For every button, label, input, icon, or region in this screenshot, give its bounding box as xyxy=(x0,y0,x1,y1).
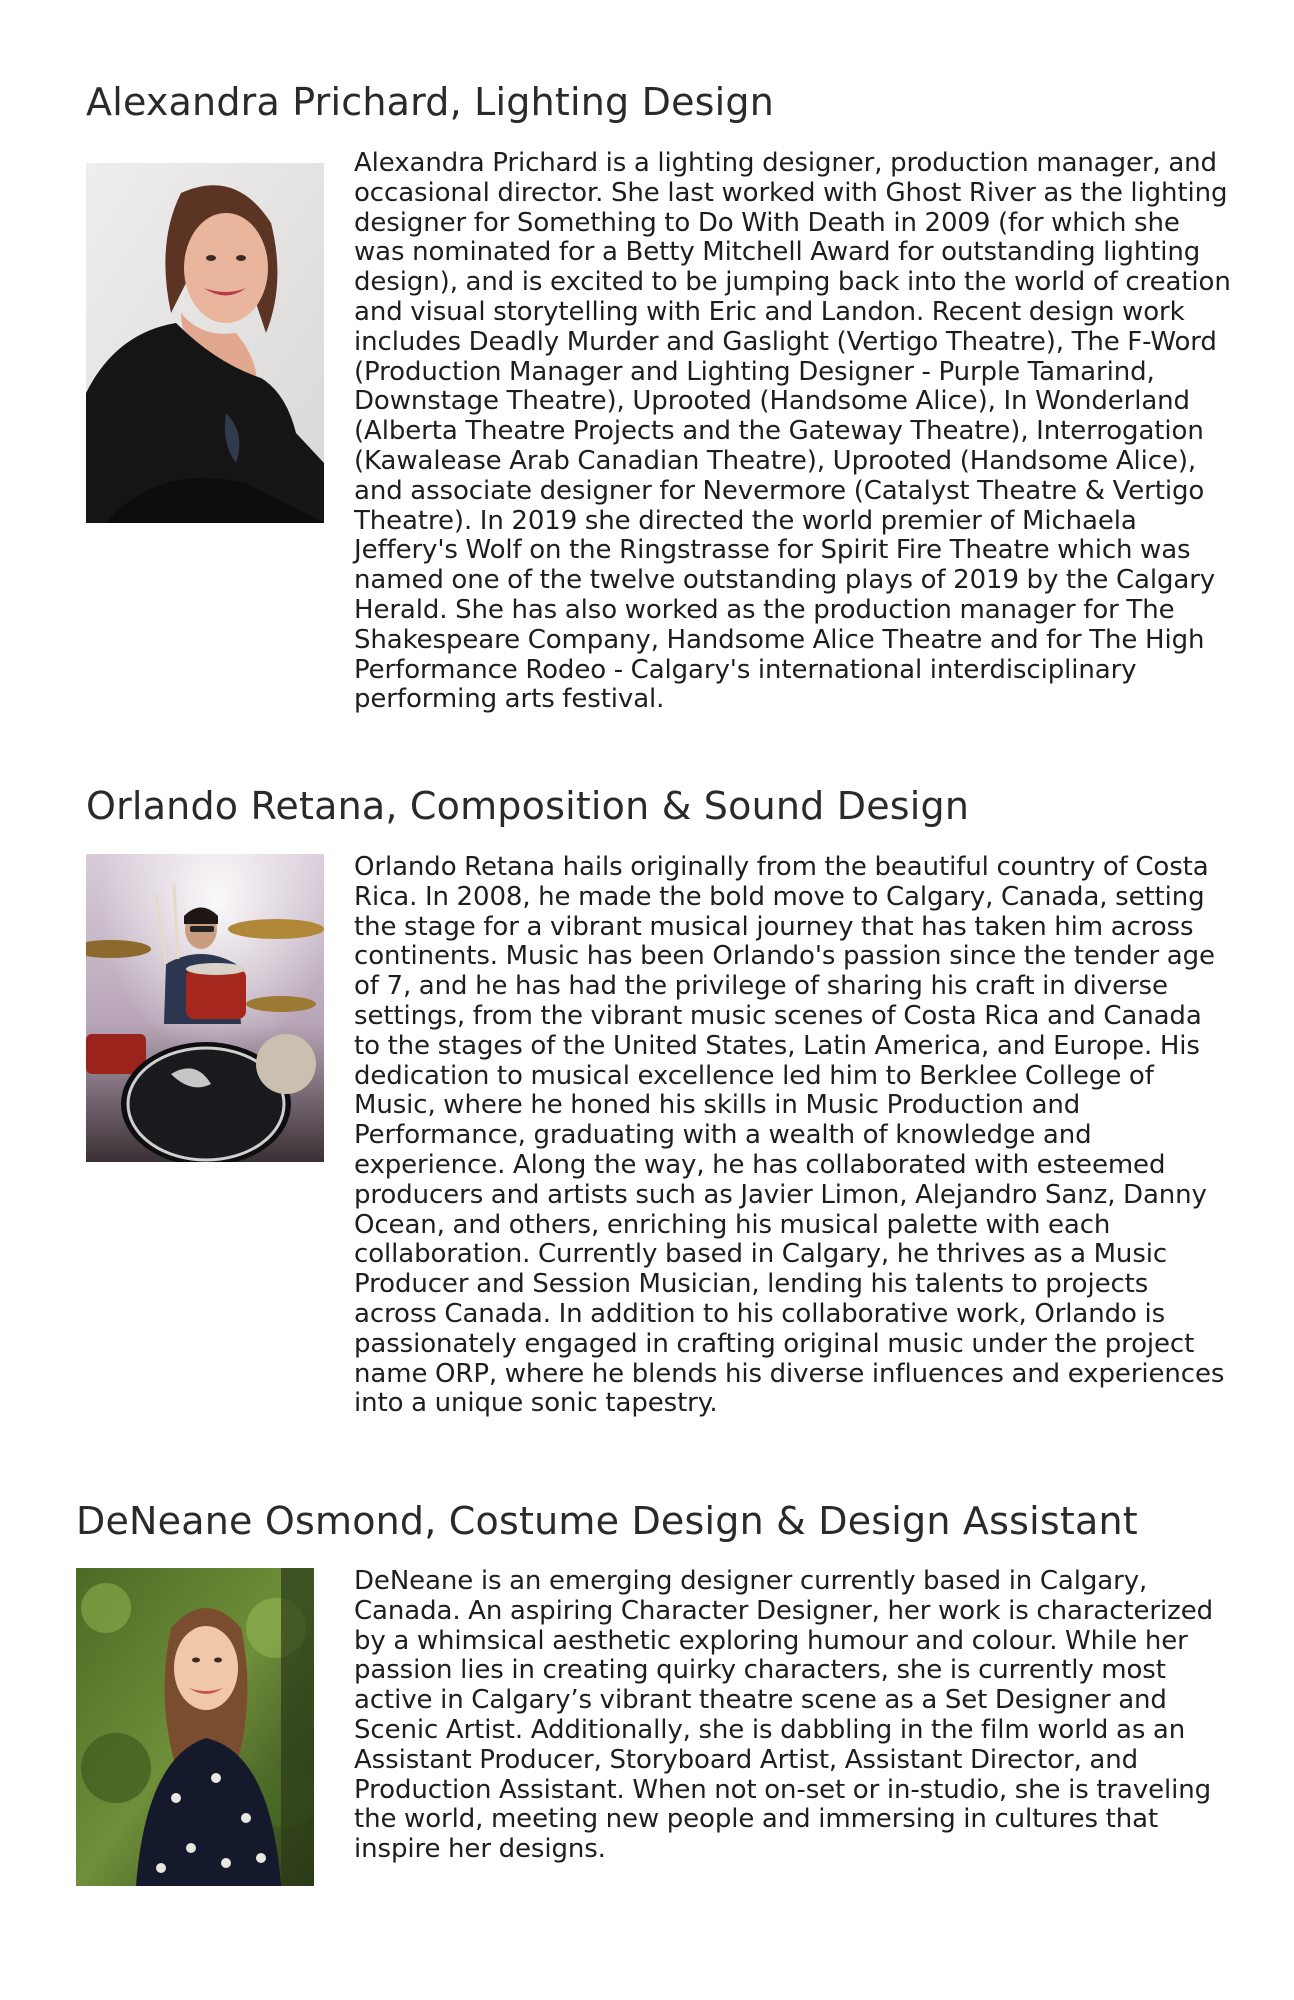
bio-heading-alexandra: Alexandra Prichard, Lighting Design xyxy=(86,80,775,124)
photo-orlando-drums xyxy=(86,854,324,1162)
bio-text-deneane: DeNeane is an emerging designer currently based in Calgary, Canada. An aspiring Character Designer, her work is characterized by a whimsical aesthetic exploring humour and colour. While her passion lies in creating quirky characters, she is currently most active in Calgary’s vibrant theatre scene as a Set Designer and Scenic Artist. Additionally, she is dabbling in the film world as an Assistant Producer, Storyboard Artist, Assistant Director, and Production Assistant. When not on-set or in-studio, she is traveling the world, meeting new people and immersing in cultures that inspire her designs. xyxy=(354,1566,1213,1865)
headshot-alexandra xyxy=(86,163,324,523)
portrait-deneane xyxy=(76,1568,314,1886)
bio-text-alexandra: Alexandra Prichard is a lighting designer, production manager, and occasional director. She last worked with Ghost River as the lighting designer for Something to Do With Death in 2009 (for which she was nominated for a Betty Mitchell Award for outstanding lighting design), and is excited to be jumping back into the world of creation and visual storytelling with Eric and Landon. Recent design work includes Deadly Murder and Gaslight (Vertigo Theatre), The F-Word (Production Manager and Lighting Designer - Purple Tamarind, Downstage Theatre), Uprooted (Handsome Alice), In Wonderland (Alberta Theatre Projects and the Gateway Theatre), Interrogation (Kawalease Arab Canadian Theatre), Uprooted (Handsome Alice), and associate designer for Nevermore (Catalyst Theatre & Vertigo Theatre). In 2019 she directed the world premier of Michaela Jeffery's Wolf on the Ringstrasse for Spirit Fire Theatre which was named one of the twelve outstanding plays of 2019 by the Calgary Herald. She has also worked as the production manager for The Shakespeare Company, Handsome Alice Theatre and for The High Performance Rodeo - Calgary's international interdisciplinary performing arts festival. xyxy=(354,148,1231,715)
bio-text-orlando: Orlando Retana hails originally from the beautiful country of Costa Rica. In 2008, he made the bold move to Calgary, Canada, setting the stage for a vibrant musical journey that has taken him across continents. Music has been Orlando's passion since the tender age of 7, and he has had the privilege of sharing his craft in diverse settings, from the vibrant music scenes of Costa Rica and Canada to the stages of the United States, Latin America, and Europe. His dedication to musical excellence led him to Berklee College of Music, where he honed his skills in Music Production and Performance, graduating with a wealth of knowledge and experience. Along the way, he has collaborated with esteemed producers and artists such as Javier Limon, Alejandro Sanz, Danny Ocean, and others, enriching his musical palette with each collaboration. Currently based in Calgary, he thrives as a Music Producer and Session Musician, lending his talents to projects across Canada. In addition to his collaborative work, Orlando is passionately engaged in crafting original music under the project name ORP, where he blends his diverse influences and experiences into a unique sonic tapestry. xyxy=(354,852,1225,1419)
bio-heading-orlando: Orlando Retana, Composition & Sound Design xyxy=(86,784,970,828)
bio-heading-deneane: DeNeane Osmond, Costume Design & Design Assistant xyxy=(76,1499,1138,1543)
